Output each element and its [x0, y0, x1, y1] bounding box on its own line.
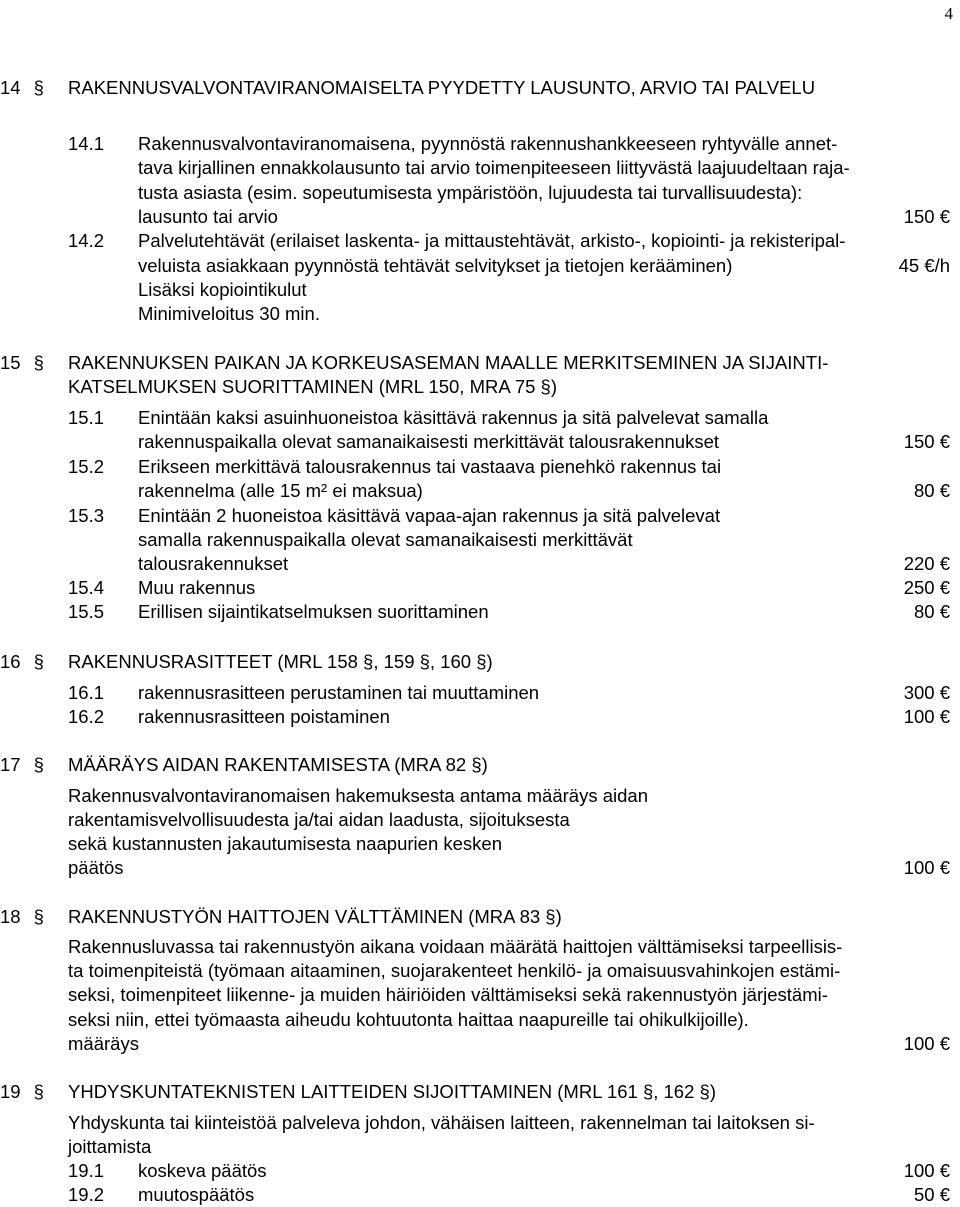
item-text: veluista asiakkaan pyynnöstä tehtävät selvitykset ja tietojen kerääminen) — [138, 255, 733, 276]
price: 45 €/h — [898, 255, 950, 276]
item-number: 19.1 — [68, 1160, 105, 1181]
section-sign: § — [33, 1081, 44, 1102]
item-number: 15.3 — [68, 505, 105, 526]
item-text: päätös — [68, 857, 124, 878]
section-number: 18 § — [0, 905, 52, 929]
item-text: määräys — [68, 1033, 139, 1054]
body-text: ta toimenpiteistä (työmaan aitaaminen, suojarakenteet henkilö- ja omaisuusvahinkojen estämi- — [68, 960, 841, 981]
body-text: Yhdyskunta tai kiinteistöä palveleva johdon, vähäisen laitteen, rakennelman tai laitoksen si- — [68, 1112, 815, 1133]
section-title: RAKENNUSVALVONTAVIRANOMAISELTA PYYDETTY LAUSUNTO, ARVIO TAI PALVELU — [68, 77, 816, 98]
page-number: 4 — [944, 4, 953, 23]
price: 250 € — [903, 577, 950, 598]
section-sign: § — [33, 651, 44, 672]
item-text: rakennuspaikalla olevat samanaikaisesti merkittävät talousrakennukset — [138, 431, 719, 452]
body-text: rakentamisvelvollisuudesta ja/tai aidan laadusta, sijoituksesta — [68, 809, 570, 830]
item-text: talousrakennukset — [138, 553, 289, 574]
item-text: Enintään 2 huoneistoa käsittävä vapaa-ajan rakennus ja sitä palvelevat — [138, 505, 721, 526]
price: 100 € — [903, 706, 950, 727]
section-number: 16 § — [0, 650, 52, 674]
item-text: samalla rakennuspaikalla olevat samanaikaisesti merkittävät — [138, 529, 633, 550]
price: 100 € — [903, 1033, 950, 1054]
item-text: Erikseen merkittävä talousrakennus tai vastaava pienehkö rakennus tai — [138, 456, 722, 477]
item-text: lausunto tai arvio — [138, 206, 278, 227]
item-text: rakennelma (alle 15 m² ei maksua) — [138, 480, 423, 501]
price: 80 € — [913, 480, 950, 501]
body-text: seksi, toimenpiteet liikenne- ja muiden häiriöiden välttämiseksi sekä rakennustyön järjestämi- — [68, 984, 828, 1005]
item-text: koskeva päätös — [138, 1160, 267, 1181]
item-number: 15.2 — [68, 456, 105, 477]
item-text: muutospäätös — [138, 1184, 255, 1205]
item-number: 16.2 — [68, 706, 105, 727]
item-number: 19.2 — [68, 1184, 105, 1205]
price: 150 € — [903, 431, 950, 452]
section-number: 15 § — [0, 351, 52, 375]
item-text: Muu rakennus — [138, 577, 256, 598]
body-text: sekä kustannusten jakautumisesta naapurien kesken — [68, 833, 502, 854]
section-number: 19 § — [0, 1080, 52, 1104]
price: 300 € — [903, 682, 950, 703]
item-text: rakennusrasitteen perustaminen tai muuttaminen — [138, 682, 540, 703]
body-text: Rakennusvalvontaviranomaisen hakemuksesta antama määräys aidan — [68, 785, 648, 806]
item-text: Palvelutehtävät (erilaiset laskenta- ja mittaustehtävät, arkisto-, kopiointi- ja rekisteripal- — [138, 230, 846, 251]
body-text: joittamista — [68, 1136, 152, 1157]
item-text: rakennusrasitteen poistaminen — [138, 706, 390, 727]
section-sign: § — [33, 906, 44, 927]
item-text: Erillisen sijaintikatselmuksen suorittaminen — [138, 601, 489, 622]
item-text: tava kirjallinen ennakkolausunto tai arvio toimenpiteeseen liittyvästä laajuudeltaan raja- — [138, 157, 850, 178]
section-title: RAKENNUSTYÖN HAITTOJEN VÄLTTÄMINEN (MRA 83 §) — [68, 906, 562, 927]
item-text: Rakennusvalvontaviranomaisena, pyynnöstä rakennushankkeeseen ryhtyvälle annet- — [138, 133, 838, 154]
price: 100 € — [903, 1160, 950, 1181]
item-number: 14.1 — [68, 133, 105, 154]
item-text: Lisäksi kopiointikulut — [138, 279, 307, 300]
price: 220 € — [903, 553, 950, 574]
section-sign: § — [33, 754, 44, 775]
section-title: RAKENNUKSEN PAIKAN JA KORKEUSASEMAN MAALLE MERKITSEMINEN JA SIJAINTI- — [68, 352, 829, 373]
section-sign: § — [33, 77, 44, 98]
price: 80 € — [913, 601, 950, 622]
price: 150 € — [903, 206, 950, 227]
section-number: 14 § — [0, 76, 52, 100]
section-title: KATSELMUKSEN SUORITTAMINEN (MRL 150, MRA 75 §) — [68, 376, 557, 397]
price: 100 € — [903, 857, 950, 878]
item-number: 14.2 — [68, 230, 105, 251]
item-number: 16.1 — [68, 682, 105, 703]
item-number: 15.5 — [68, 601, 105, 622]
item-text: Enintään kaksi asuinhuoneistoa käsittävä rakennus ja sitä palvelevat samalla — [138, 407, 769, 428]
item-text: tusta asiasta (esim. sopeutumisesta ympäristöön, lujuudesta tai turvallisuudesta): — [138, 182, 803, 203]
item-number: 15.4 — [68, 577, 105, 598]
section-title: YHDYSKUNTATEKNISTEN LAITTEIDEN SIJOITTAMINEN (MRL 161 §, 162 §) — [68, 1081, 716, 1102]
section-title: MÄÄRÄYS AIDAN RAKENTAMISESTA (MRA 82 §) — [68, 754, 488, 775]
section-title: RAKENNUSRASITTEET (MRL 158 §, 159 §, 160 §) — [68, 651, 493, 672]
price: 50 € — [913, 1184, 950, 1205]
item-number: 15.1 — [68, 407, 105, 428]
section-sign: § — [33, 352, 44, 373]
item-text: Minimiveloitus 30 min. — [138, 303, 320, 324]
body-text: Rakennusluvassa tai rakennustyön aikana voidaan määrätä haittojen välttämiseksi tarpeellisis- — [68, 936, 843, 957]
section-number: 17 § — [0, 753, 52, 777]
body-text: seksi niin, ettei työmaasta aiheudu kohtuutonta haittaa naapureille tai ohikulkijoille). — [68, 1009, 749, 1030]
